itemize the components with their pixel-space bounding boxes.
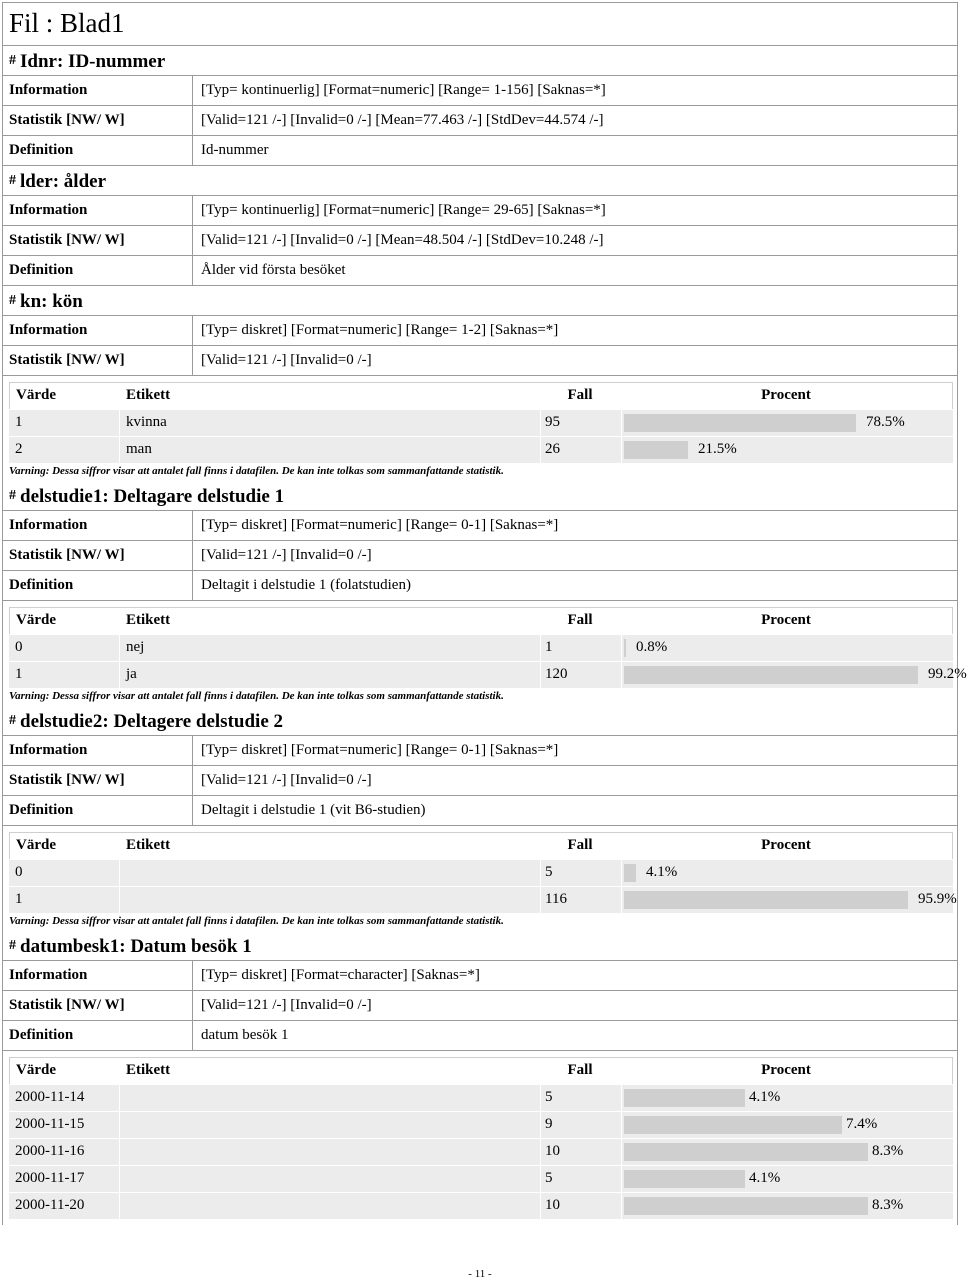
freq-count: 95: [541, 410, 621, 436]
percent-bar: [624, 1197, 868, 1215]
header-label: Etikett: [126, 1062, 171, 1078]
header-value: Värde: [16, 837, 56, 853]
freq-value: 0: [9, 635, 119, 661]
freq-count: 5: [541, 1085, 621, 1111]
hash-mark: #: [9, 173, 16, 188]
statistics-value: [Valid=121 /-] [Invalid=0 /-]: [201, 997, 372, 1013]
frequency-row: [9, 1139, 953, 1165]
frequency-row: [9, 1112, 953, 1138]
variable-heading: [2, 286, 958, 316]
frequency-row: [9, 635, 953, 661]
name-separator: :: [119, 936, 131, 957]
percent-bar: [624, 666, 918, 684]
header-percent: Procent: [761, 612, 811, 628]
statistics-value: [Valid=121 /-] [Invalid=0 /-] [Mean=77.463 /-] [StdDev=44.574 /-]: [201, 112, 604, 128]
freq-count: 9: [541, 1112, 621, 1138]
frequency-table: [2, 376, 958, 481]
percent-label: 8.3%: [872, 1197, 904, 1213]
statistics-key: Statistik [NW/ W]: [3, 541, 193, 570]
definition-row: [2, 796, 958, 826]
definition-value: Deltagit i delstudie 1 (vit B6-studien): [201, 802, 426, 818]
definition-row: [2, 256, 958, 286]
header-count: Fall: [567, 837, 593, 853]
freq-label: [120, 860, 540, 886]
statistics-key: Statistik [NW/ W]: [3, 991, 193, 1020]
statistics-row: [2, 346, 958, 376]
frequency-row: [9, 1085, 953, 1111]
sections: [2, 46, 967, 1225]
freq-percent-cell: [622, 1112, 953, 1138]
frequency-row: [9, 437, 953, 463]
freq-percent-cell: [622, 1139, 953, 1165]
variable-heading: [2, 46, 958, 76]
information-value: [Typ= diskret] [Format=character] [Saknas=*]: [201, 967, 480, 983]
freq-value: 2000-11-14: [9, 1085, 119, 1111]
variable-name: kn: [20, 291, 42, 312]
header-percent: Procent: [761, 387, 811, 403]
definition-row: [2, 136, 958, 166]
freq-count: 10: [541, 1139, 621, 1165]
freq-count: 10: [541, 1193, 621, 1219]
variable-label: Deltagere delstudie 2: [113, 711, 283, 732]
definition-value: Deltagit i delstudie 1 (folatstudien): [201, 577, 411, 593]
variable-label: ID-nummer: [68, 51, 166, 72]
variable-section: [2, 706, 958, 931]
header-count: Fall: [567, 612, 593, 628]
variable-heading: [2, 166, 958, 196]
information-row: [2, 196, 958, 226]
freq-label: [120, 1139, 540, 1165]
variable-name: delstudie1: [20, 486, 103, 507]
percent-label: 4.1%: [749, 1089, 781, 1105]
frequency-row: [9, 410, 953, 436]
header-percent: Procent: [761, 837, 811, 853]
definition-key: Definition: [3, 1021, 193, 1050]
statistics-row: [2, 226, 958, 256]
name-separator: :: [41, 291, 53, 312]
freq-value: 1: [9, 410, 119, 436]
statistics-row: [2, 766, 958, 796]
percent-bar: [624, 414, 856, 432]
freq-label: nej: [120, 635, 540, 661]
freq-value: 2000-11-17: [9, 1166, 119, 1192]
frequency-row: [9, 1166, 953, 1192]
freq-percent-cell: [622, 1193, 953, 1219]
frequency-header: [9, 832, 953, 859]
freq-percent-cell: [622, 860, 953, 886]
freq-value: 0: [9, 860, 119, 886]
frequency-table: [2, 1051, 958, 1225]
percent-label: 99.2%: [928, 666, 967, 682]
warning-note: Varning: Dessa siffror visar att antalet fall finns i datafilen. De kan inte tolkas som sammanfattande statistik.: [9, 690, 504, 702]
table-end: [9, 1219, 953, 1225]
warning-note: Varning: Dessa siffror visar att antalet fall finns i datafilen. De kan inte tolkas som sammanfattande statistik.: [9, 915, 504, 927]
information-key: Information: [3, 961, 193, 990]
information-key: Information: [3, 511, 193, 540]
header-label: Etikett: [126, 837, 171, 853]
frequency-header: [9, 382, 953, 409]
header-label: Etikett: [126, 612, 171, 628]
statistics-row: [2, 991, 958, 1021]
variable-heading: [2, 481, 958, 511]
header-value: Värde: [16, 387, 56, 403]
statistics-key: Statistik [NW/ W]: [3, 346, 193, 375]
freq-value: 1: [9, 887, 119, 913]
percent-label: 4.1%: [749, 1170, 781, 1186]
freq-label: ja: [120, 662, 540, 688]
frequency-table: [2, 826, 958, 931]
freq-count: 1: [541, 635, 621, 661]
variable-section: [2, 481, 967, 706]
freq-count: 26: [541, 437, 621, 463]
hash-mark: #: [9, 53, 16, 68]
statistics-key: Statistik [NW/ W]: [3, 766, 193, 795]
information-key: Information: [3, 196, 193, 225]
percent-bar: [624, 891, 908, 909]
statistics-key: Statistik [NW/ W]: [3, 226, 193, 255]
freq-count: 120: [541, 662, 621, 688]
definition-key: Definition: [3, 136, 193, 165]
information-value: [Typ= kontinuerlig] [Format=numeric] [Range= 1-156] [Saknas=*]: [201, 82, 606, 98]
information-row: [2, 961, 958, 991]
freq-value: 2: [9, 437, 119, 463]
header-count: Fall: [567, 1062, 593, 1078]
freq-percent-cell: [622, 410, 953, 436]
freq-count: 116: [541, 887, 621, 913]
header-percent: Procent: [761, 1062, 811, 1078]
variable-label: Datum besök 1: [130, 936, 252, 957]
hash-mark: #: [9, 713, 16, 728]
percent-bar: [624, 1143, 868, 1161]
percent-label: 8.3%: [872, 1143, 904, 1159]
name-separator: :: [56, 51, 69, 72]
variable-label: kön: [52, 291, 83, 312]
statistics-row: [2, 106, 958, 136]
frequency-table: [2, 601, 967, 706]
frequency-header: [9, 607, 953, 634]
percent-label: 95.9%: [918, 891, 957, 907]
statistics-value: [Valid=121 /-] [Invalid=0 /-]: [201, 547, 372, 563]
percent-bar: [624, 639, 626, 657]
freq-label: [120, 1166, 540, 1192]
definition-value: datum besök 1: [201, 1027, 289, 1043]
definition-value: Id-nummer: [201, 142, 269, 158]
statistics-value: [Valid=121 /-] [Invalid=0 /-]: [201, 772, 372, 788]
variable-name: Idnr: [20, 51, 57, 72]
variable-name: lder: [20, 171, 53, 192]
page: [2, 2, 967, 1225]
freq-label: man: [120, 437, 540, 463]
percent-label: 78.5%: [866, 414, 905, 430]
information-key: Information: [3, 316, 193, 345]
header-value: Värde: [16, 612, 56, 628]
freq-label: kvinna: [120, 410, 540, 436]
freq-label: [120, 1085, 540, 1111]
hash-mark: #: [9, 488, 16, 503]
statistics-value: [Valid=121 /-] [Invalid=0 /-] [Mean=48.504 /-] [StdDev=10.248 /-]: [201, 232, 604, 248]
percent-label: 7.4%: [846, 1116, 878, 1132]
definition-row: [2, 1021, 958, 1051]
percent-bar: [624, 1170, 745, 1188]
frequency-row: [9, 887, 957, 913]
variable-heading: [2, 706, 958, 736]
variable-heading: [2, 931, 958, 961]
freq-label: [120, 1193, 540, 1219]
information-key: Information: [3, 736, 193, 765]
freq-percent-cell: [622, 887, 957, 913]
percent-label: 4.1%: [646, 864, 678, 880]
definition-key: Definition: [3, 796, 193, 825]
percent-bar: [624, 441, 688, 459]
freq-label: [120, 887, 540, 913]
information-value: [Typ= diskret] [Format=numeric] [Range= 0-1] [Saknas=*]: [201, 742, 559, 758]
freq-value: 2000-11-16: [9, 1139, 119, 1165]
header-count: Fall: [567, 387, 593, 403]
hash-mark: #: [9, 293, 16, 308]
definition-key: Definition: [3, 256, 193, 285]
hash-mark: #: [9, 938, 16, 953]
freq-value: 2000-11-15: [9, 1112, 119, 1138]
variable-section: [2, 286, 958, 481]
variable-section: [2, 46, 958, 166]
page-title: Fil : Blad1: [2, 2, 958, 46]
frequency-header: [9, 1057, 953, 1084]
freq-percent-cell: [622, 1166, 953, 1192]
variable-name: delstudie2: [20, 711, 103, 732]
information-row: [2, 76, 958, 106]
freq-value: 1: [9, 662, 119, 688]
frequency-row: [9, 860, 953, 886]
freq-percent-cell: [622, 1085, 953, 1111]
freq-percent-cell: [622, 635, 953, 661]
warning-note: Varning: Dessa siffror visar att antalet fall finns i datafilen. De kan inte tolkas som sammanfattande statistik.: [9, 465, 504, 477]
page-number: - 11 -: [468, 1268, 492, 1280]
percent-bar: [624, 1089, 745, 1107]
variable-label: ålder: [63, 171, 107, 192]
information-value: [Typ= kontinuerlig] [Format=numeric] [Range= 29-65] [Saknas=*]: [201, 202, 606, 218]
information-row: [2, 316, 958, 346]
freq-value: 2000-11-20: [9, 1193, 119, 1219]
information-row: [2, 736, 958, 766]
freq-label: [120, 1112, 540, 1138]
freq-percent-cell: [622, 437, 953, 463]
variable-name: datumbesk1: [20, 936, 120, 957]
percent-bar: [624, 1116, 842, 1134]
name-separator: :: [102, 486, 114, 507]
freq-count: 5: [541, 1166, 621, 1192]
name-separator: :: [102, 711, 114, 732]
information-value: [Typ= diskret] [Format=numeric] [Range= 0-1] [Saknas=*]: [201, 517, 559, 533]
statistics-key: Statistik [NW/ W]: [3, 106, 193, 135]
variable-label: Deltagare delstudie 1: [113, 486, 285, 507]
percent-bar: [624, 864, 636, 882]
information-row: [2, 511, 958, 541]
header-label: Etikett: [126, 387, 171, 403]
definition-row: [2, 571, 958, 601]
definition-key: Definition: [3, 571, 193, 600]
freq-count: 5: [541, 860, 621, 886]
definition-value: Ålder vid första besöket: [201, 262, 346, 278]
percent-label: 21.5%: [698, 441, 737, 457]
frequency-row: [9, 662, 967, 688]
variable-section: [2, 166, 958, 286]
information-value: [Typ= diskret] [Format=numeric] [Range= 1-2] [Saknas=*]: [201, 322, 559, 338]
information-key: Information: [3, 76, 193, 105]
variable-section: [2, 931, 958, 1225]
statistics-value: [Valid=121 /-] [Invalid=0 /-]: [201, 352, 372, 368]
header-value: Värde: [16, 1062, 56, 1078]
percent-label: 0.8%: [636, 639, 668, 655]
freq-percent-cell: [622, 662, 967, 688]
statistics-row: [2, 541, 958, 571]
frequency-row: [9, 1193, 953, 1219]
name-separator: :: [52, 171, 64, 192]
